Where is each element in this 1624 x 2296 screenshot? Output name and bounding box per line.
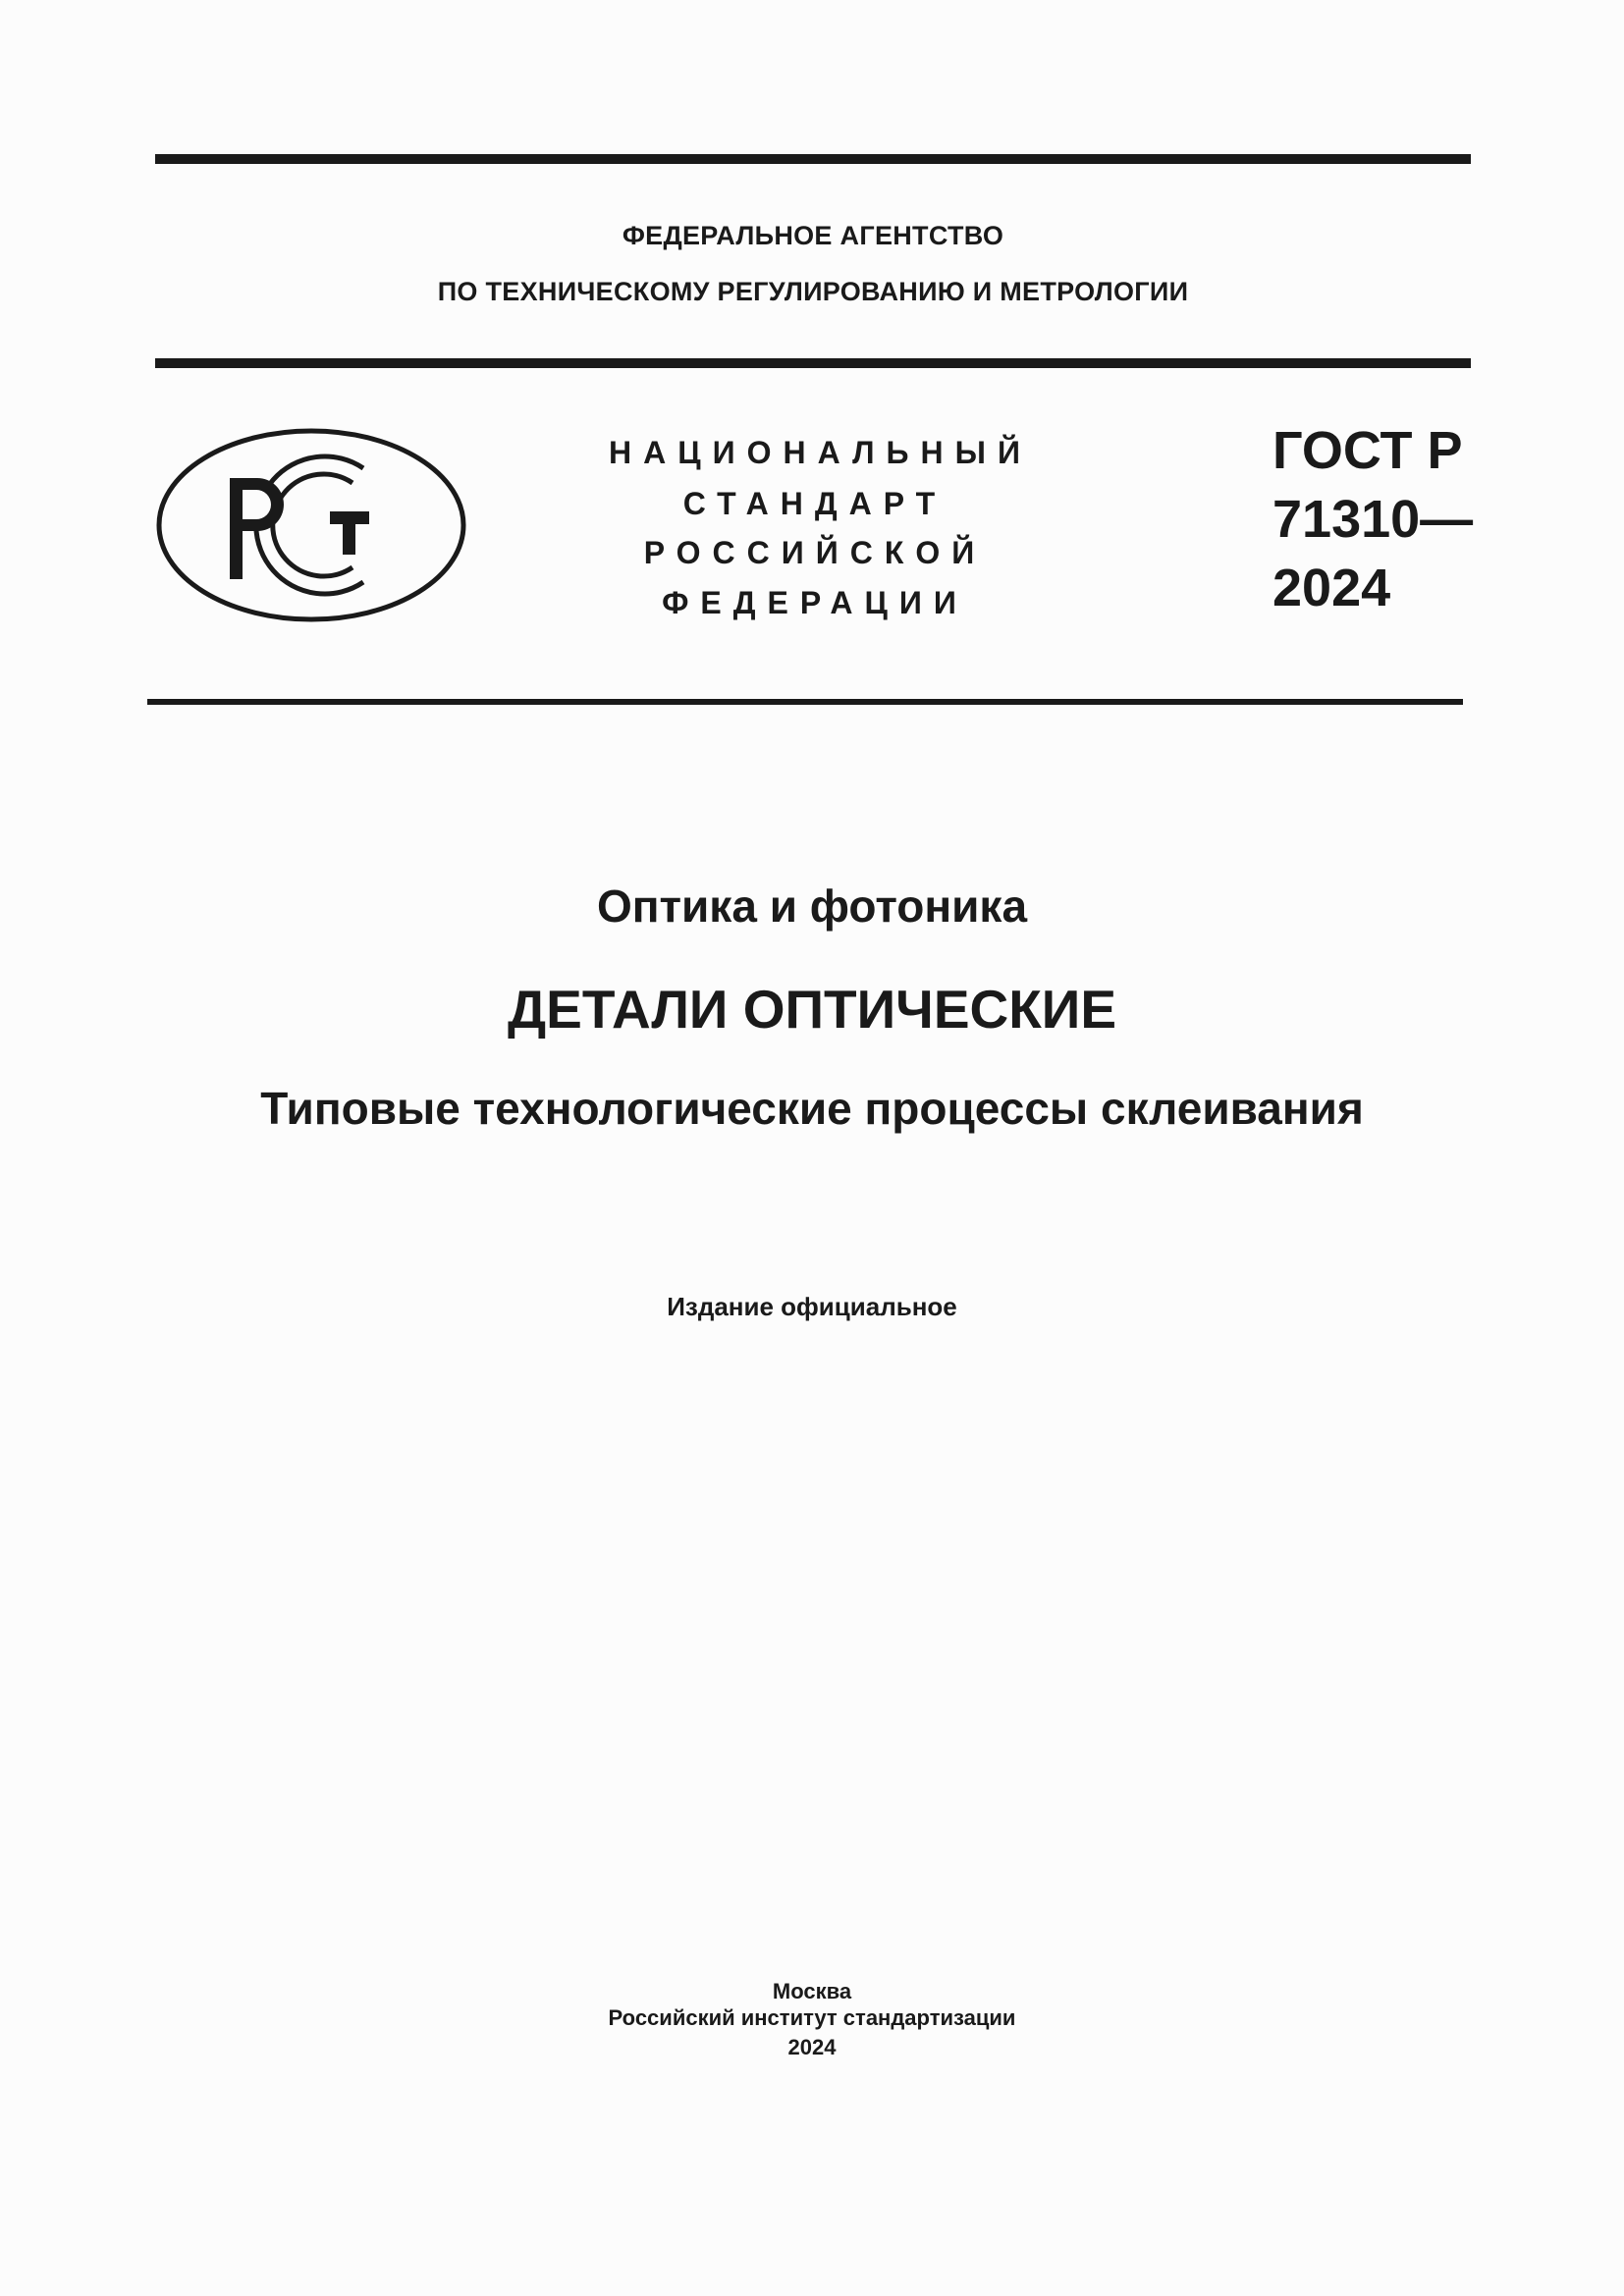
footer-year: 2024 xyxy=(787,2035,837,2059)
footer-publisher: Российский институт стандартизации xyxy=(608,2005,1016,2030)
footer-city: Москва xyxy=(772,1979,852,2003)
agency-line-2: ПО ТЕХНИЧЕСКОМУ РЕГУЛИРОВАНИЮ И МЕТРОЛОГИИ xyxy=(437,277,1189,306)
national-standard-line-4: ФЕДЕРАЦИИ xyxy=(662,585,968,620)
header-rule xyxy=(155,358,1471,368)
edition-label: Издание официальное xyxy=(667,1292,957,1321)
agency-line-1: ФЕДЕРАЛЬНОЕ АГЕНТСТВО xyxy=(622,221,1004,250)
national-standard-line-2: СТАНДАРТ xyxy=(682,486,947,521)
designation-line-2: 71310— xyxy=(1272,490,1474,549)
top-rule xyxy=(155,154,1471,164)
designation-line-3: 2024 xyxy=(1272,559,1391,617)
document-series: Оптика и фотоника xyxy=(596,881,1028,932)
national-standard-line-1: НАЦИОНАЛЬНЫЙ xyxy=(609,435,1032,470)
designation-line-1: ГОСТ Р xyxy=(1272,421,1463,480)
designation-rule xyxy=(147,699,1463,705)
national-standard-line-3: РОССИЙСКОЙ xyxy=(643,535,987,570)
document-subtitle: Типовые технологические процессы склеивания xyxy=(260,1083,1364,1134)
rst-logo-icon xyxy=(155,427,467,623)
document-title: ДЕТАЛИ ОПТИЧЕСКИЕ xyxy=(507,979,1117,1040)
